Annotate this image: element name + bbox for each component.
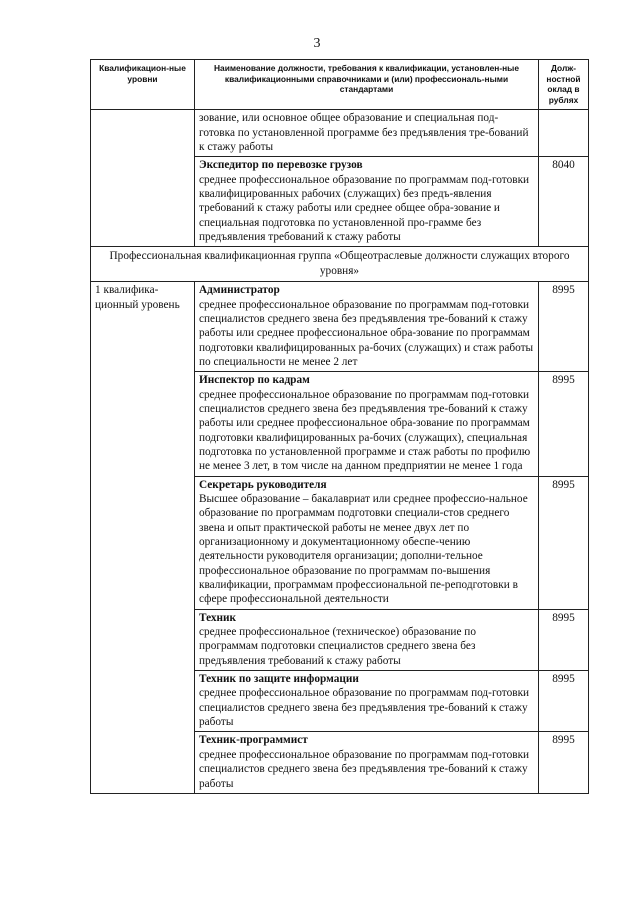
salary-value: 8995 — [539, 609, 589, 670]
position-description: среднее профессиональное образование по программам под-готовки специалистов среднего звена без предъявления тре-бований к стажу работы — [199, 748, 530, 790]
position-description: зование, или основное общее образование и специальная под-готовка по установленной программе без предъявления тре-бований к стажу работы — [199, 112, 529, 154]
table-row — [91, 282, 589, 372]
header-position: Наименование должности, требования к квалификации, установлен-ные квалификационными справочниками и (или) профессиональ-ными стандартами — [195, 60, 539, 110]
position-cell — [195, 732, 539, 793]
position-title: Техник по защите информации — [199, 673, 359, 686]
level-cell — [91, 110, 195, 247]
position-cell — [195, 157, 539, 247]
salary-value: 8995 — [539, 476, 589, 609]
salary-value: 8995 — [539, 372, 589, 476]
qualification-table — [90, 59, 589, 794]
salary-value: 8995 — [539, 282, 589, 372]
position-cell — [195, 110, 539, 157]
salary-value: 8040 — [539, 157, 589, 247]
position-description: среднее профессиональное образование по программам под-готовки специалистов среднего звена без предъявления тре-бований к стажу работы или среднее профессиональное обра-зование по программам подготовки квалифицированных ра-бочих (служащих), специальная подготовка по установленной программе и стаж работы по профилю не менее 3 лет, в том числе на данном предприятии не менее 1 года — [199, 388, 531, 473]
position-title: Инспектор по кадрам — [199, 374, 310, 387]
position-description: среднее профессиональное образование по программам под-готовки специалистов среднего звена без предъявления тре-бований к стажу работы или среднее профессиональное обра-зование по программам подготовки квалифицированных ра-бочих (служащих) и стаж работы по специальности не менее 2 лет — [199, 298, 534, 368]
position-cell — [195, 671, 539, 732]
salary-value: 8995 — [539, 732, 589, 793]
header-level: Квалификацион-ные уровни — [91, 60, 195, 110]
group-header-row — [91, 247, 589, 282]
page-number: 3 — [313, 36, 321, 51]
position-title: Секретарь руководителя — [199, 478, 327, 491]
position-title: Техник — [199, 611, 237, 624]
position-description: среднее профессиональное образование по программам под-готовки квалифицированных рабочих (служащих) без предъ-явления требований к стажу работы или среднее общее обра-зование и специальная подготовка по установленной про-грамме без предъявления требований к стажу работы — [199, 173, 530, 244]
position-description: Высшее образование – бакалавриат или среднее профессио-нальное образование по программам подготовки специали-стов среднего звена и опыт практической работы не менее двух лет по организационному и документационному обеспе-чению деятельности руководителя организации; дополни-тельное профессиональное образование по программам по-вышения квалификации, программам профессиональной пе-реподготовки в сфере профессиональной деятельности — [199, 492, 528, 606]
table-header-row — [91, 60, 589, 110]
position-cell — [195, 282, 539, 372]
table-row — [91, 110, 589, 157]
position-description: среднее профессиональное образование по программам под-готовки специалистов среднего звена без предъявления тре-бований к стажу работы — [199, 687, 530, 729]
position-description: среднее профессиональное (техническое) образование по программам подготовки специалистов среднего звена без предъявления требований к стажу работы — [199, 626, 476, 667]
position-cell — [195, 476, 539, 609]
position-cell — [195, 609, 539, 670]
position-title: Администратор — [199, 284, 280, 297]
group-header: Профессиональная квалификационная группа «Общеотраслевые должности служащих второго уровня» — [91, 247, 589, 282]
position-cell — [195, 372, 539, 476]
level-label: 1 квалифика-ционный уровень — [91, 282, 195, 794]
header-salary: Долж-ностной оклад в рублях — [539, 60, 589, 110]
salary-value: 8995 — [539, 671, 589, 732]
position-title: Экспедитор по перевозке грузов — [199, 159, 363, 172]
position-title: Техник-программист — [199, 734, 308, 747]
salary-cell — [539, 110, 589, 157]
